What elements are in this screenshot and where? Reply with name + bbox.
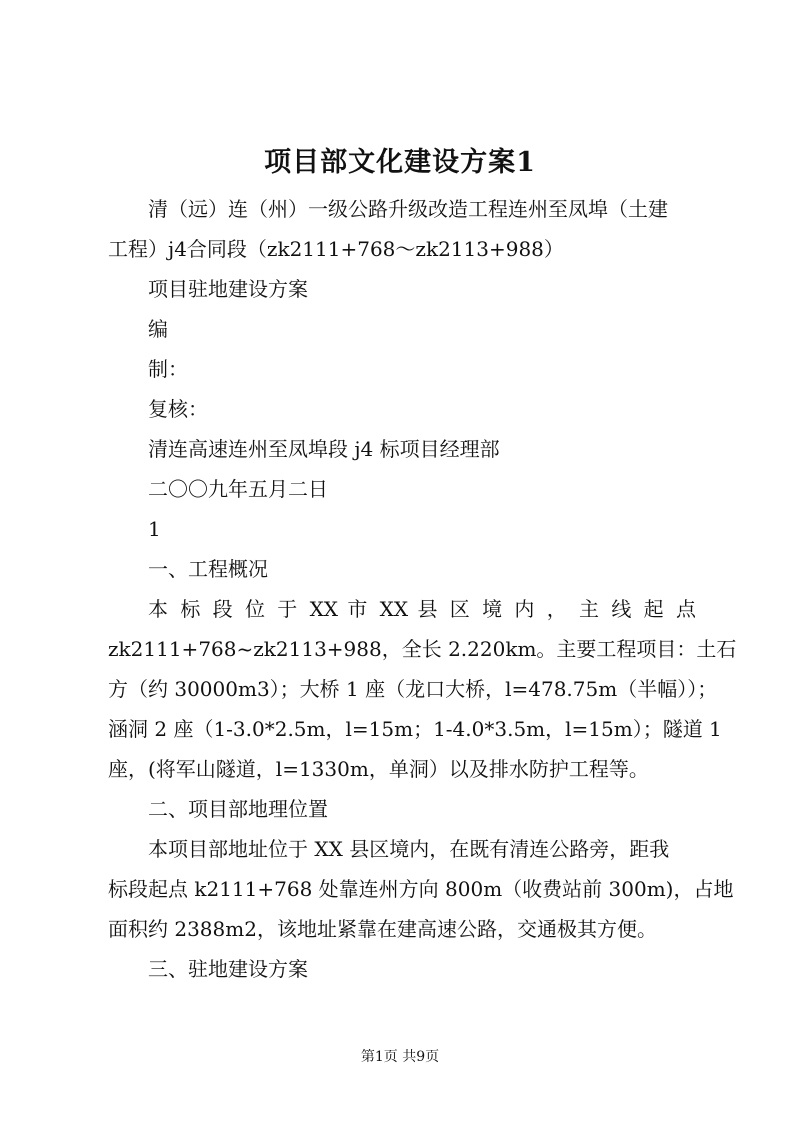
section-heading: 二、项目部地理位置	[148, 797, 328, 821]
paragraph-line: 1	[148, 517, 161, 541]
paragraph-line: 面积约 2388m2，该地址紧靠在建高速公路，交通极其方便。	[108, 917, 657, 941]
page-footer: 第1页 共9页	[360, 1049, 440, 1065]
section-heading: 项目驻地建设方案	[148, 277, 308, 301]
paragraph-line: 编	[148, 317, 168, 341]
paragraph-line: 清连高速连州至凤埠段 j4 标项目经理部	[148, 437, 500, 461]
paragraph-line: zk2111+768~zk2113+988，全长 2.220km。主要工程项目：土石	[108, 637, 737, 661]
paragraph-line: 标段起点 k2111+768 处靠连州方向 800m（收费站前 300m)，占地	[108, 877, 734, 901]
paragraph-line: 本 标 段 位 于 XX 市 XX 县 区 境 内 ， 主 线 起 点	[148, 597, 696, 621]
paragraph-line: 涵洞 2 座（1-3.0*2.5m，l=15m；1-4.0*3.5m，l=15m）；隧道 1	[108, 717, 722, 741]
paragraph-line: 工程）j4合同段（zk2111+768～zk2113+988）	[108, 237, 564, 261]
paragraph-line: 清（远）连（州）一级公路升级改造工程连州至凤埠（土建	[148, 197, 668, 221]
paragraph-line: 方（约 30000m3）；大桥 1 座（龙口大桥，l=478.75m（半幅））；	[108, 677, 718, 701]
paragraph-line: 座，(将军山隧道，l=1330m，单洞）以及排水防护工程等。	[108, 757, 649, 781]
paragraph-line: 复核：	[148, 397, 208, 421]
paragraph-line: 本项目部地址位于 XX 县区境内，在既有清连公路旁，距我	[148, 837, 670, 861]
paragraph-line: 二〇〇九年五月二日	[148, 477, 328, 501]
section-heading: 一、工程概况	[148, 557, 268, 581]
section-heading: 三、驻地建设方案	[148, 957, 308, 981]
document-title: 项目部文化建设方案1	[264, 147, 536, 178]
paragraph-line: 制：	[148, 357, 188, 381]
